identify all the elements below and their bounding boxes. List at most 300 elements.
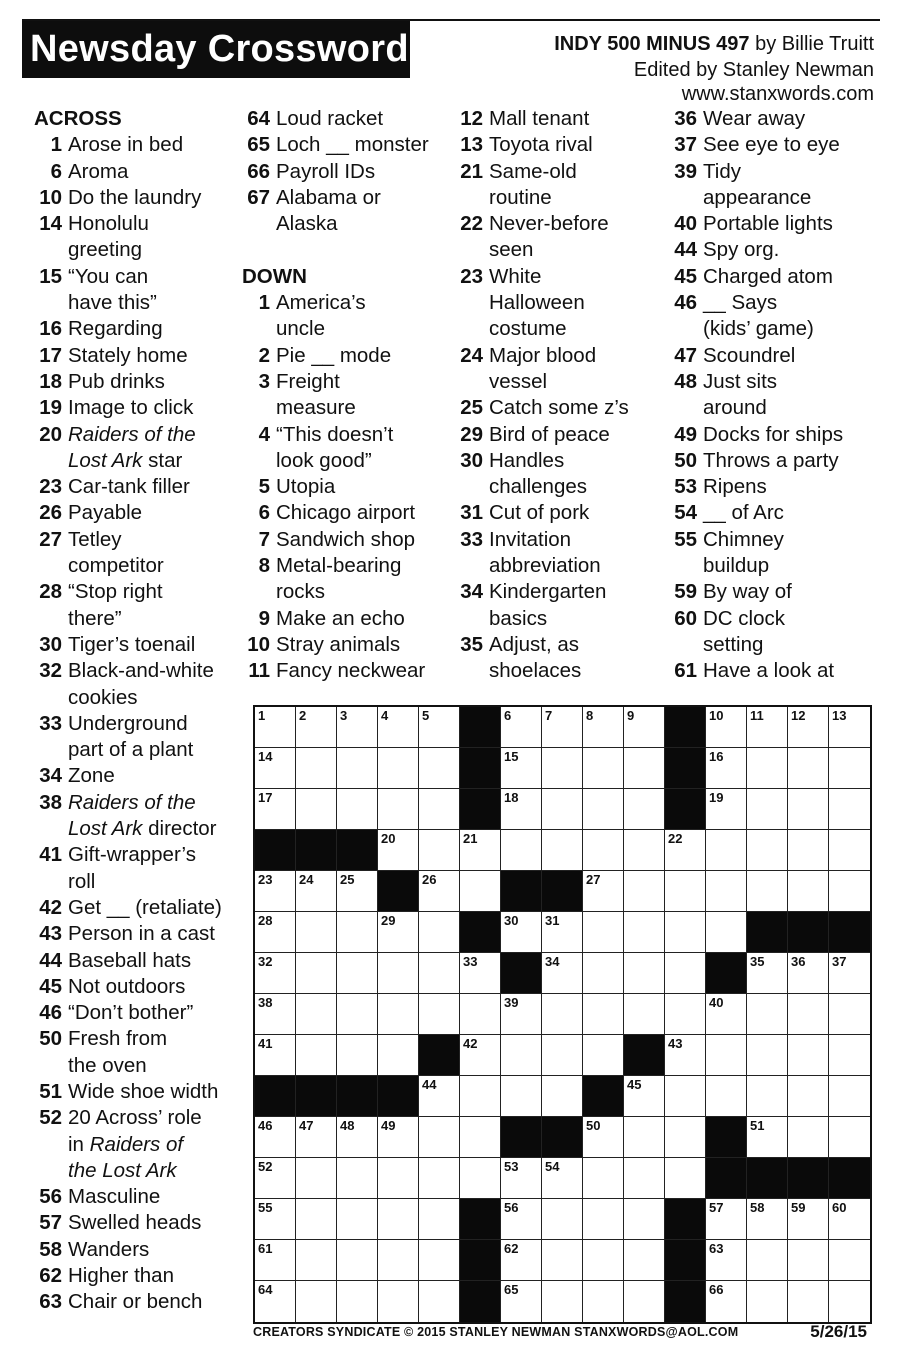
cell-number: 48	[340, 1118, 355, 1133]
cell-number: 40	[709, 995, 724, 1010]
grid-cell[interactable]	[501, 1035, 542, 1076]
black-square	[665, 789, 706, 830]
black-square	[501, 871, 542, 912]
clue	[238, 658, 429, 684]
black-square	[706, 1117, 747, 1158]
clue-text: Adjust, as shoelaces	[489, 632, 582, 683]
clue-text: Invitation abbreviation	[489, 527, 601, 578]
grid-cell[interactable]	[337, 871, 378, 912]
grid-cell[interactable]	[255, 871, 296, 912]
cell-number: 17	[258, 790, 273, 805]
grid-cell[interactable]	[501, 1076, 542, 1117]
cell-number: 41	[258, 1036, 273, 1051]
grid-cell[interactable]	[583, 994, 624, 1035]
grid-cell[interactable]	[542, 707, 583, 748]
clue	[238, 500, 429, 526]
grid-cell[interactable]	[296, 1281, 337, 1322]
clue-text: Do the laundry	[68, 185, 202, 209]
grid-cell[interactable]	[706, 1240, 747, 1281]
grid-cell[interactable]	[419, 830, 460, 871]
clue-text: “You can have this”	[68, 264, 157, 315]
clue-number: 31	[460, 501, 483, 525]
clue	[30, 1000, 222, 1026]
grid-cell[interactable]	[419, 912, 460, 953]
clue-number: 32	[39, 659, 62, 683]
clue-text: Spy org.	[703, 238, 780, 262]
clue-number: 1	[258, 291, 270, 315]
cell-number: 66	[709, 1282, 724, 1297]
grid-cell[interactable]	[624, 994, 665, 1035]
grid-cell[interactable]	[583, 748, 624, 789]
black-square	[583, 1076, 624, 1117]
clue-text: By way of	[703, 580, 792, 604]
grid-cell[interactable]	[296, 789, 337, 830]
cell-number: 54	[545, 1159, 560, 1174]
clue-number: 10	[39, 185, 62, 209]
grid-cell[interactable]	[788, 748, 829, 789]
clue-text: Pub drinks	[68, 369, 165, 393]
grid-cell[interactable]	[747, 830, 788, 871]
grid-cell[interactable]	[255, 994, 296, 1035]
grid-cell[interactable]	[542, 953, 583, 994]
clue-text: Not outdoors	[68, 974, 186, 998]
grid-cell[interactable]	[337, 994, 378, 1035]
clue-text: DC clock setting	[703, 606, 786, 656]
clue	[30, 579, 222, 632]
grid-cell[interactable]	[788, 830, 829, 871]
grid-cell[interactable]	[542, 789, 583, 830]
clue	[238, 106, 429, 132]
grid-cell[interactable]	[788, 1076, 829, 1117]
grid-cell[interactable]	[337, 789, 378, 830]
grid-cell[interactable]	[542, 1076, 583, 1117]
clue-number: 3	[258, 369, 270, 393]
grid-cell[interactable]	[747, 1240, 788, 1281]
grid-cell[interactable]	[706, 871, 747, 912]
grid-cell[interactable]	[378, 1281, 419, 1322]
clue-number: 29	[460, 422, 483, 446]
grid-cell[interactable]	[296, 707, 337, 748]
cell-number: 3	[340, 708, 348, 723]
grid-cell[interactable]	[583, 1199, 624, 1240]
clue-number: 1	[50, 133, 62, 157]
grid-cell[interactable]	[665, 1076, 706, 1117]
clue-number: 19	[39, 396, 62, 420]
grid-cell[interactable]	[788, 789, 829, 830]
grid-cell[interactable]	[296, 1117, 337, 1158]
grid-cell[interactable]	[624, 912, 665, 953]
black-square	[542, 1117, 583, 1158]
grid-cell[interactable]	[624, 1240, 665, 1281]
cell-number: 57	[709, 1200, 724, 1215]
clue	[665, 159, 843, 212]
grid-cell[interactable]	[542, 1199, 583, 1240]
grid-cell[interactable]	[501, 994, 542, 1035]
grid-cell[interactable]	[583, 953, 624, 994]
black-square	[337, 830, 378, 871]
clue-number: 4	[258, 422, 270, 446]
grid-cell[interactable]	[747, 1035, 788, 1076]
grid-cell[interactable]	[337, 1199, 378, 1240]
cell-number: 59	[791, 1200, 806, 1215]
grid-cell[interactable]	[583, 912, 624, 953]
grid-cell[interactable]	[583, 707, 624, 748]
grid-cell[interactable]	[419, 953, 460, 994]
clue-text: __ Says (kids’ game)	[703, 291, 814, 341]
clue	[30, 132, 222, 158]
grid-cell[interactable]	[583, 1035, 624, 1076]
grid-cell[interactable]	[747, 1117, 788, 1158]
grid-cell[interactable]	[624, 707, 665, 748]
grid-cell[interactable]	[747, 994, 788, 1035]
grid-cell[interactable]	[378, 1117, 419, 1158]
grid-cell[interactable]	[460, 953, 501, 994]
grid-cell[interactable]	[829, 789, 870, 830]
clue	[451, 500, 629, 526]
clue-column-1	[30, 106, 222, 1316]
grid-cell[interactable]	[624, 1158, 665, 1199]
grid-cell[interactable]	[829, 1035, 870, 1076]
grid-cell[interactable]	[706, 707, 747, 748]
grid-cell[interactable]	[337, 1158, 378, 1199]
grid-cell[interactable]	[747, 707, 788, 748]
grid-cell[interactable]	[583, 789, 624, 830]
clue-text: Raiders of the Lost Ark director	[68, 790, 217, 841]
grid-cell[interactable]	[665, 953, 706, 994]
clue-number: 40	[674, 212, 697, 236]
grid-cell[interactable]	[542, 1240, 583, 1281]
grid-cell[interactable]	[337, 912, 378, 953]
grid-cell[interactable]	[788, 871, 829, 912]
grid-cell[interactable]	[624, 1076, 665, 1117]
black-square	[460, 1199, 501, 1240]
grid-cell[interactable]	[706, 1281, 747, 1322]
grid-cell[interactable]	[747, 1281, 788, 1322]
grid-cell[interactable]	[255, 1035, 296, 1076]
grid-cell[interactable]	[706, 1035, 747, 1076]
grid-cell[interactable]	[706, 748, 747, 789]
grid-cell[interactable]	[378, 953, 419, 994]
grid-cell[interactable]	[583, 830, 624, 871]
grid-cell[interactable]	[583, 1117, 624, 1158]
black-square	[665, 1240, 706, 1281]
clue-text: Payable	[68, 501, 143, 525]
cell-number: 28	[258, 913, 273, 928]
grid-cell[interactable]	[255, 748, 296, 789]
clue	[451, 422, 629, 448]
grid-cell[interactable]	[829, 1240, 870, 1281]
grid-cell[interactable]	[624, 1281, 665, 1322]
grid-cell[interactable]	[460, 1117, 501, 1158]
cell-number: 63	[709, 1241, 724, 1256]
grid-cell[interactable]	[296, 953, 337, 994]
clue-number: 6	[258, 501, 270, 525]
clue-text: Bird of peace	[489, 422, 610, 446]
cell-number: 53	[504, 1159, 519, 1174]
cell-number: 35	[750, 954, 765, 969]
website-link[interactable]: www.stanxwords.com	[681, 83, 874, 105]
grid-cell[interactable]	[542, 1035, 583, 1076]
grid-cell[interactable]	[378, 789, 419, 830]
grid-cell[interactable]	[583, 871, 624, 912]
clue	[665, 500, 843, 526]
grid-cell[interactable]	[501, 789, 542, 830]
grid-cell[interactable]	[501, 748, 542, 789]
grid-cell[interactable]	[460, 994, 501, 1035]
grid-cell[interactable]	[296, 1035, 337, 1076]
grid-cell[interactable]	[255, 912, 296, 953]
grid-cell[interactable]	[624, 748, 665, 789]
clue-text: Chicago airport	[276, 501, 416, 525]
grid-cell[interactable]	[706, 789, 747, 830]
grid-cell[interactable]	[829, 1117, 870, 1158]
black-square	[460, 1281, 501, 1322]
grid-cell[interactable]	[419, 1199, 460, 1240]
cell-number: 43	[668, 1036, 683, 1051]
grid-cell[interactable]	[419, 748, 460, 789]
clue-number: 57	[39, 1211, 62, 1235]
grid-cell[interactable]	[829, 1281, 870, 1322]
grid-cell[interactable]	[419, 1281, 460, 1322]
cell-number: 11	[750, 708, 764, 723]
grid-cell[interactable]	[337, 748, 378, 789]
grid-cell[interactable]	[501, 1281, 542, 1322]
grid-cell[interactable]	[788, 994, 829, 1035]
puzzle-title-line	[554, 32, 874, 57]
clue-number: 55	[674, 527, 697, 551]
clue	[238, 527, 429, 553]
black-square	[378, 1076, 419, 1117]
grid-cell[interactable]	[747, 953, 788, 994]
grid-cell[interactable]	[788, 1240, 829, 1281]
grid-cell[interactable]	[378, 1199, 419, 1240]
grid-cell[interactable]	[296, 871, 337, 912]
black-square	[542, 871, 583, 912]
grid-cell[interactable]	[378, 912, 419, 953]
grid-cell[interactable]	[296, 1199, 337, 1240]
grid-cell[interactable]	[255, 1199, 296, 1240]
clue-number: 51	[39, 1079, 62, 1103]
grid-cell[interactable]	[747, 1199, 788, 1240]
grid-cell[interactable]	[665, 1158, 706, 1199]
clue	[451, 527, 629, 580]
grid-cell[interactable]	[337, 953, 378, 994]
grid-cell[interactable]	[378, 707, 419, 748]
grid-cell[interactable]	[624, 830, 665, 871]
clue-text: Masculine	[68, 1185, 161, 1209]
clue-text: Portable lights	[703, 212, 833, 236]
grid-cell[interactable]	[501, 1240, 542, 1281]
grid-cell[interactable]	[706, 1076, 747, 1117]
clue	[30, 211, 222, 264]
grid-cell[interactable]	[665, 830, 706, 871]
grid-cell[interactable]	[296, 1240, 337, 1281]
grid-cell[interactable]	[460, 1076, 501, 1117]
grid-cell[interactable]	[829, 707, 870, 748]
clue	[238, 132, 429, 158]
grid-cell[interactable]	[460, 1158, 501, 1199]
clue	[30, 1210, 222, 1236]
grid-cell[interactable]	[378, 1035, 419, 1076]
grid-cell[interactable]	[460, 830, 501, 871]
grid-cell[interactable]	[542, 912, 583, 953]
grid-cell[interactable]	[378, 1158, 419, 1199]
clue-number: 22	[460, 212, 483, 236]
cell-number: 65	[504, 1282, 519, 1297]
grid-cell[interactable]	[255, 1158, 296, 1199]
grid-cell[interactable]	[460, 871, 501, 912]
black-square	[829, 912, 870, 953]
grid-cell[interactable]	[788, 707, 829, 748]
black-square	[747, 912, 788, 953]
grid-cell[interactable]	[255, 1240, 296, 1281]
grid-cell[interactable]	[747, 789, 788, 830]
grid-cell[interactable]	[665, 871, 706, 912]
black-square	[706, 1158, 747, 1199]
grid-cell[interactable]	[419, 1076, 460, 1117]
grid-cell[interactable]	[788, 1199, 829, 1240]
clue-text: America’s uncle	[276, 291, 366, 341]
grid-cell[interactable]	[255, 789, 296, 830]
grid-cell[interactable]	[501, 1199, 542, 1240]
clue-text: Regarding	[68, 317, 163, 341]
grid-cell[interactable]	[419, 707, 460, 748]
grid-cell[interactable]	[255, 1117, 296, 1158]
cell-number: 61	[258, 1241, 273, 1256]
grid-cell[interactable]	[788, 953, 829, 994]
cell-number: 34	[545, 954, 560, 969]
grid-cell[interactable]	[378, 1240, 419, 1281]
grid-cell[interactable]	[829, 953, 870, 994]
grid-cell[interactable]	[296, 748, 337, 789]
grid-cell[interactable]	[624, 1199, 665, 1240]
grid-cell[interactable]	[829, 994, 870, 1035]
grid-cell[interactable]	[255, 707, 296, 748]
grid-cell[interactable]	[542, 1281, 583, 1322]
cell-number: 46	[258, 1118, 273, 1133]
grid-cell[interactable]	[542, 830, 583, 871]
clue	[451, 159, 629, 212]
clue-number: 23	[460, 264, 483, 288]
grid-cell[interactable]	[419, 1158, 460, 1199]
clue	[451, 579, 629, 632]
grid-cell[interactable]	[665, 1035, 706, 1076]
black-square	[460, 748, 501, 789]
grid-cell[interactable]	[419, 1240, 460, 1281]
grid-cell[interactable]	[542, 748, 583, 789]
grid-cell[interactable]	[296, 994, 337, 1035]
grid-cell[interactable]	[788, 1035, 829, 1076]
grid-cell[interactable]	[665, 994, 706, 1035]
grid-cell[interactable]	[419, 1117, 460, 1158]
grid-cell[interactable]	[788, 1281, 829, 1322]
grid-cell[interactable]	[378, 830, 419, 871]
clue	[30, 1263, 222, 1289]
grid-cell[interactable]	[747, 748, 788, 789]
grid-cell[interactable]	[829, 748, 870, 789]
grid-cell[interactable]	[419, 994, 460, 1035]
cell-number: 62	[504, 1241, 519, 1256]
grid-cell[interactable]	[337, 1240, 378, 1281]
grid-cell[interactable]	[665, 912, 706, 953]
grid-cell[interactable]	[624, 1117, 665, 1158]
grid-cell[interactable]	[501, 912, 542, 953]
grid-cell[interactable]	[255, 953, 296, 994]
grid-cell[interactable]	[788, 1117, 829, 1158]
grid-cell[interactable]	[583, 1281, 624, 1322]
grid-cell[interactable]	[542, 994, 583, 1035]
clue	[238, 422, 429, 475]
grid-cell[interactable]	[829, 1199, 870, 1240]
grid-cell[interactable]	[501, 830, 542, 871]
grid-cell[interactable]	[337, 1035, 378, 1076]
grid-cell[interactable]	[829, 871, 870, 912]
grid-cell[interactable]	[583, 1158, 624, 1199]
cell-number: 14	[258, 749, 273, 764]
clue-text: Higher than	[68, 1264, 174, 1288]
grid-cell[interactable]	[706, 1199, 747, 1240]
grid-cell[interactable]	[337, 1281, 378, 1322]
puzzle-date: 5/26/15	[810, 1322, 867, 1341]
cell-number: 5	[422, 708, 430, 723]
grid-cell[interactable]	[337, 1117, 378, 1158]
grid-cell[interactable]	[378, 748, 419, 789]
section-gap	[238, 237, 429, 263]
grid-cell[interactable]	[624, 789, 665, 830]
grid-cell[interactable]	[829, 1076, 870, 1117]
grid-cell[interactable]	[460, 1035, 501, 1076]
cell-number: 60	[832, 1200, 847, 1215]
black-square	[706, 953, 747, 994]
cell-number: 2	[299, 708, 307, 723]
clue-number: 18	[39, 369, 62, 393]
grid-cell[interactable]	[665, 1117, 706, 1158]
clue-text: Utopia	[276, 475, 336, 499]
grid-cell[interactable]	[542, 1158, 583, 1199]
clue-number: 12	[460, 107, 483, 130]
clue	[30, 790, 222, 843]
grid-cell[interactable]	[706, 912, 747, 953]
grid-cell[interactable]	[829, 830, 870, 871]
grid-cell[interactable]	[419, 871, 460, 912]
grid-cell[interactable]	[501, 707, 542, 748]
clue	[665, 132, 843, 158]
clue-column-4	[665, 106, 843, 685]
grid-cell[interactable]	[624, 953, 665, 994]
clue-number: 26	[39, 501, 62, 525]
grid-cell[interactable]	[296, 1158, 337, 1199]
clue	[665, 290, 843, 343]
grid-cell[interactable]	[337, 707, 378, 748]
grid-cell[interactable]	[255, 1281, 296, 1322]
grid-cell[interactable]	[583, 1240, 624, 1281]
clue	[665, 211, 843, 237]
grid-cell[interactable]	[296, 912, 337, 953]
black-square	[788, 912, 829, 953]
grid-cell[interactable]	[378, 994, 419, 1035]
grid-cell[interactable]	[706, 994, 747, 1035]
clue-number: 53	[674, 475, 697, 499]
grid-cell[interactable]	[419, 789, 460, 830]
clue	[30, 658, 222, 711]
grid-cell[interactable]	[747, 871, 788, 912]
grid-cell[interactable]	[501, 1158, 542, 1199]
grid-cell[interactable]	[747, 1076, 788, 1117]
grid-cell[interactable]	[624, 871, 665, 912]
clue-number: 8	[258, 554, 270, 578]
clue-text: Image to click	[68, 396, 194, 420]
grid-cell[interactable]	[706, 830, 747, 871]
